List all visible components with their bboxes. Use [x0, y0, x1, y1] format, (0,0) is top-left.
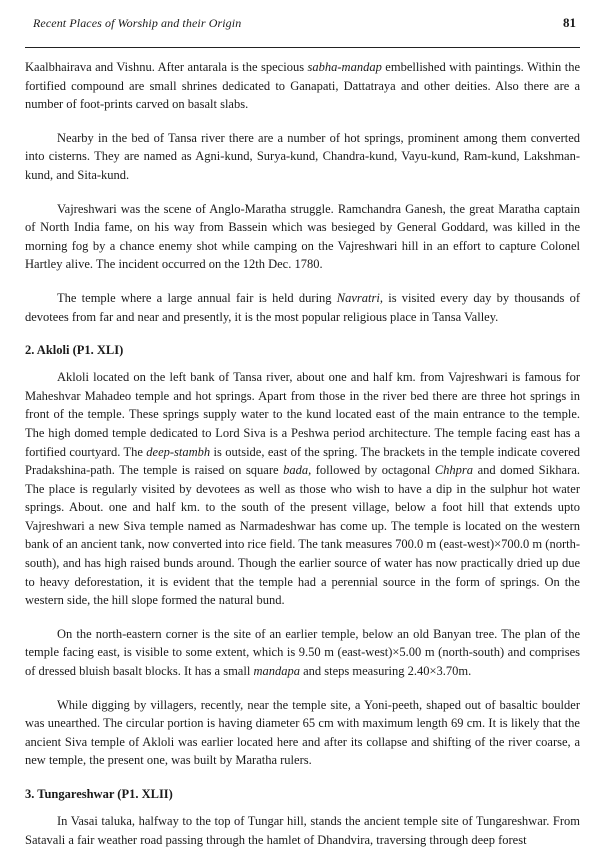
- paragraph-earlier-temple: On the north-eastern corner is the site of an earlier temple, below an old Banyan tree. The plan of the temple facing east, is visible to some extent, which is 9.50 m (east-west)×5.00 m (north-south) and comprises of dressed bluish basalt blocks. It has a small mandapa and steps measuring 2.40×3.70m.: [25, 626, 580, 679]
- paragraph-anglo-maratha: Vajreshwari was the scene of Anglo-Maratha struggle. Ramchandra Ganesh, the great Maratha captain of North India fame, on his way from Bassein which was besieged by General Goddard, was killed in the morning fog by a chance enemy shot while camping on the Vajreshwari hill in an effort to capture Colonel Hartley alive. The incident occurred on the 12th Dec. 1780.: [25, 201, 580, 272]
- page-number: 81: [563, 15, 576, 30]
- paragraph-kaalbhairava: Kaalbhairava and Vishnu. After antarala is the specious sabha-mandap embellished with paintings. Within the fortified compound are small shrines dedicated to Ganapati, Dattatraya and other deities. Also there are a number of foot-prints carved on basalt slabs.: [25, 60, 580, 112]
- paragraph-yoni-peeth: While digging by villagers, recently, near the temple site, a Yoni-peeth, shaped out of basaltic boulder was unearthed. The circular portion is having diameter 65 cm with maximum length 69 cm. It is likely that the ancient Siva temple of Akloli was earlier located here and after its collapse and shifting of the river coarse, a new temple, the present one, was built by Maratha rulers.: [25, 697, 580, 768]
- section-heading-tungareshwar: 3. Tungareshwar (P1. XLII): [25, 787, 173, 801]
- page-body: [25, 58, 580, 849]
- paragraph-tungareshwar: In Vasai taluka, halfway to the top of Tungar hill, stands the ancient temple site of Tungareshwar. From Satavali a fair weather road passing through the hamlet of Dhandvira, traversing through deep forest: [25, 814, 580, 847]
- page-header: [25, 13, 580, 48]
- paragraph-hot-springs: Nearby in the bed of Tansa river there are a number of hot springs, prominent among them converted into cisterns. They are named as Agni-kund, Surya-kund, Chandra-kund, Vayu-kund, Ram-kund, Lakshman-kund, and Sita-kund.: [25, 130, 580, 182]
- paragraph-akloli: Akloli located on the left bank of Tansa river, about one and half km. from Vajreshwari is famous for Maheshvar Mahadeo temple and hot springs. Apart from those in the river bed there are three hot springs in front of the temple. These springs supply water to the kund located east of the main entrance to the temple. The high domed temple dedicated to Lord Siva is a Peshwa period architecture. The temple facing east has a fortified courtyard. The deep-stambh is outside, east of the spring. The brackets in the temple indicate covered Pradakshina-path. The temple is raised on square bada, followed by octagonal Chhpra and domed Sikhara. The place is regularly visited by devotees as well as those who wish to have a dip in the sulphur hot water springs. About. one and half km. to the south of the present village, below a foot hill that extends upto Vajreshwari a new Siva temple named as Narmadeshwar has come up. The temple is located on the western bank of an ancient tank, now converted into rice field. The tank measures 700.0 m (east-west)×700.0 m (north-south), and has high raised bunds around. Though the earlier source of water has now practically dried up due to heavy deforestation, it is evident that the temple had a perennial source in the form of springs. On the western side, the hill slope formed the natural bund.: [25, 370, 581, 608]
- section-heading-akloli: 2. Akloli (P1. XLI): [25, 343, 124, 358]
- paragraph-annual-fair: The temple where a large annual fair is held during Navratri, is visited every day by thousands of devotees from far and near and presently, it is the most popular religious place in Tansa Valley.: [25, 290, 581, 324]
- running-head: Recent Places of Worship and their Origin: [33, 16, 242, 30]
